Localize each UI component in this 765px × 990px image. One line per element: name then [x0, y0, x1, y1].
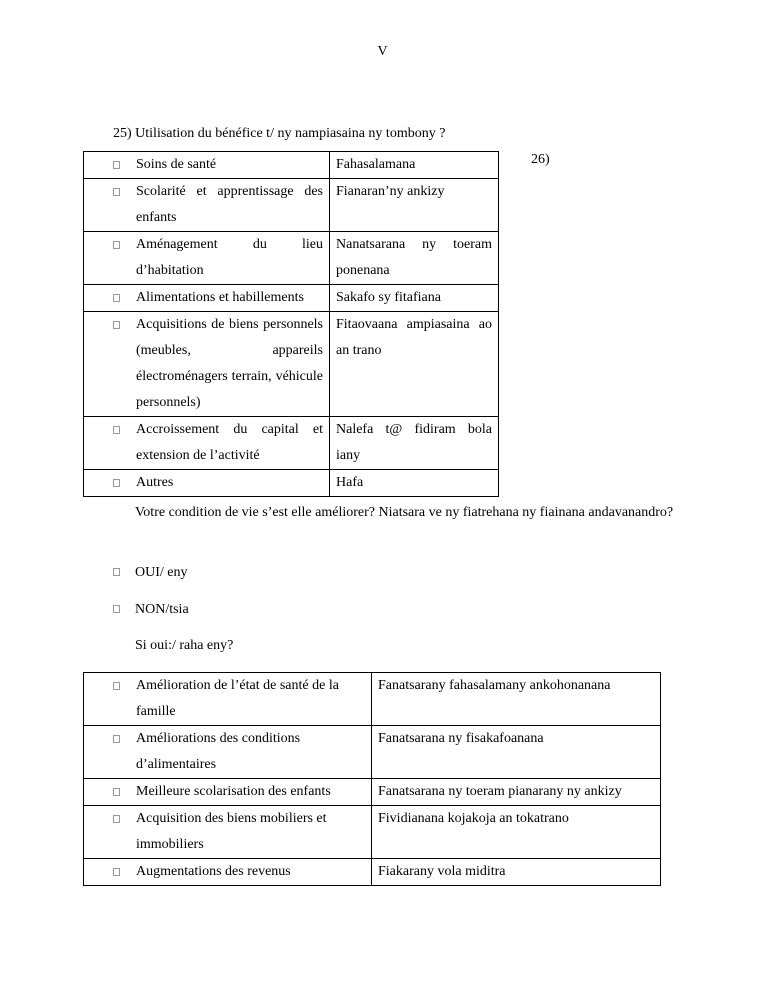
option-mg-label: Fanatsarany fahasalamany ankohonanana: [372, 673, 661, 726]
table-row: [84, 232, 499, 285]
question-25-title: 25) Utilisation du bénéfice t/ ny nampiasaina ny tombony ?: [113, 126, 446, 141]
option-mg-label: Fividianana kojakoja an tokatrano: [372, 806, 661, 859]
option-mg-label: Nanatsarana ny toeram ponenana: [330, 232, 499, 285]
option-fr-label: Améliorations des conditions d’alimentaires: [136, 731, 301, 772]
option-oui[interactable]: [113, 565, 188, 581]
table-row: [84, 779, 661, 806]
checkbox[interactable]: [113, 568, 120, 576]
option-mg-label: Hafa: [330, 470, 499, 497]
option-oui-label: OUI/ eny: [135, 565, 188, 580]
benefit-use-table: [83, 151, 499, 497]
table-row: [84, 726, 661, 779]
option-fr-label: Amélioration de l’état de santé de la famille: [136, 678, 339, 719]
checkbox[interactable]: [113, 868, 120, 876]
table-row: [84, 152, 499, 179]
option-fr-label: Scolarité et apprentissage des enfants: [136, 184, 323, 225]
option-fr-label: Augmentations des revenus: [136, 864, 291, 879]
checkbox[interactable]: [113, 815, 120, 823]
table-row: [84, 806, 661, 859]
option-non[interactable]: [113, 602, 189, 618]
option-fr-label: Alimentations et habillements: [136, 290, 304, 305]
option-mg-label: Fahasalamana: [330, 152, 499, 179]
checkbox[interactable]: [113, 294, 120, 302]
table-row: [84, 179, 499, 232]
option-fr-label: Acquisition des biens mobiliers et immobiliers: [136, 811, 327, 852]
improvement-table: [83, 672, 661, 886]
checkbox[interactable]: [113, 735, 120, 743]
table-row: [84, 859, 661, 886]
table-row: [84, 470, 499, 497]
option-fr-label: Aménagement du lieu d’habitation: [136, 237, 323, 278]
option-mg-label: Fianaran’ny ankizy: [330, 179, 499, 232]
table-row: [84, 673, 661, 726]
followup-label: Si oui:/ raha eny?: [135, 638, 234, 653]
option-fr-label: Soins de santé: [136, 157, 217, 172]
option-mg-label: Sakafo sy fitafiana: [330, 285, 499, 312]
option-fr-label: Accroissement du capital et extension de l’activité: [136, 422, 323, 463]
page-number: V: [377, 44, 388, 59]
option-mg-label: Fanatsarana ny toeram pianarany ny ankizy: [372, 779, 661, 806]
checkbox[interactable]: [113, 479, 120, 487]
question-26-number: 26): [531, 152, 550, 167]
option-fr-label: Acquisitions de biens personnels (meubles, appareils électroménagers terrain, véhicule personnels): [136, 317, 323, 410]
checkbox[interactable]: [113, 426, 120, 434]
table-row: [84, 417, 499, 470]
question-26-text: Votre condition de vie s’est elle améliorer? Niatsara ve ny fiatrehana ny fiainana andavanandro?: [135, 505, 674, 520]
option-non-label: NON/tsia: [135, 602, 189, 617]
table-row: [84, 285, 499, 312]
checkbox[interactable]: [113, 788, 120, 796]
checkbox[interactable]: [113, 321, 120, 329]
checkbox[interactable]: [113, 161, 120, 169]
table-row: [84, 312, 499, 417]
checkbox[interactable]: [113, 241, 120, 249]
checkbox[interactable]: [113, 188, 120, 196]
checkbox[interactable]: [113, 682, 120, 690]
option-fr-label: Autres: [136, 475, 174, 490]
option-mg-label: Fitaovaana ampiasaina ao an trano: [330, 312, 499, 417]
option-mg-label: Fanatsarana ny fisakafoanana: [372, 726, 661, 779]
option-mg-label: Fiakarany vola miditra: [372, 859, 661, 886]
option-mg-label: Nalefa t@ fidiram bola iany: [330, 417, 499, 470]
checkbox[interactable]: [113, 605, 120, 613]
option-fr-label: Meilleure scolarisation des enfants: [136, 784, 331, 799]
